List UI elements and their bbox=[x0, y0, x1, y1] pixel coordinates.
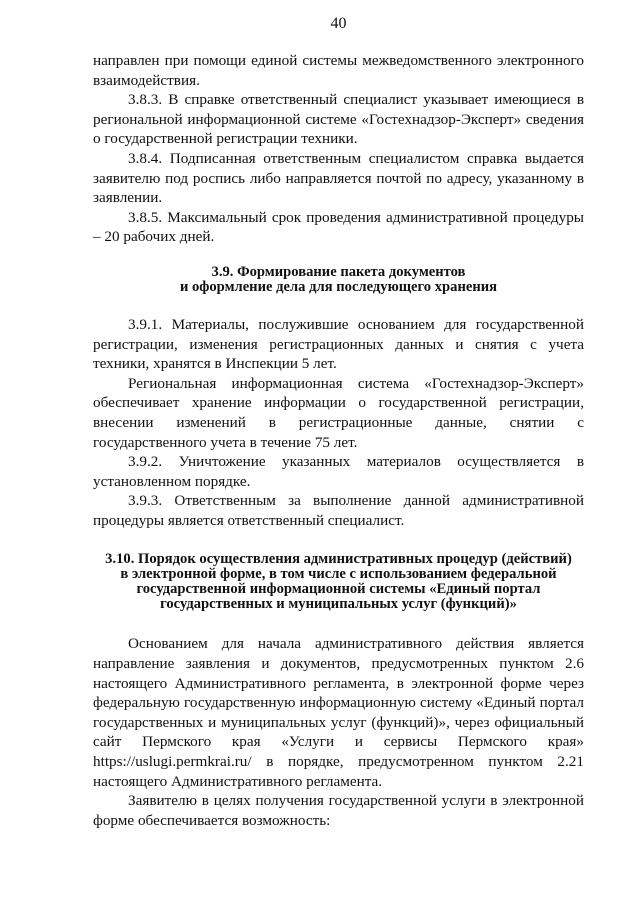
paragraph-3-9-2: 3.9.2. Уничтожение указанных материалов осуществляется в установленном порядке. bbox=[93, 453, 584, 490]
paragraph-3-8-3: 3.8.3. В справке ответственный специалист указывает имеющиеся в региональной информационной системе «Гостехнадзор-Эксперт» сведения о государственной регистрации техники. bbox=[93, 91, 584, 148]
page-number: 40 bbox=[330, 15, 347, 32]
section-heading-3-9-line-1: 3.9. Формирование пакета документов bbox=[211, 263, 466, 280]
section-heading-3-10-line-1: 3.10. Порядок осуществления административных процедур (действий) bbox=[105, 551, 572, 568]
section-heading-3-10 bbox=[93, 552, 584, 612]
paragraph-regional-system: Региональная информационная система «Гостехнадзор-Эксперт» обеспечивает хранение информации о государственной регистрации, внесении изменений в регистрационные данные, снятии с государственного учета в течение 75 лет. bbox=[93, 374, 584, 451]
paragraph-3-9-1: 3.9.1. Материалы, послужившие основанием для государственной регистрации, изменения регистрационных данных и снятия с учета техники, хранятся в Инспекции 5 лет. bbox=[93, 315, 584, 373]
section-heading-3-9 bbox=[93, 265, 584, 295]
paragraph-3-8-5: 3.8.5. Максимальный срок проведения административной процедуры – 20 рабочих дней. bbox=[93, 208, 584, 246]
paragraph-electronic-basis: Основанием для начала административного действия является направление заявления и документов, предусмотренных пунктом 2.6 настоящего Административного регламента, в электронной форме через федеральную государственную информационную систему «Единый портал государственных и муниципальных услуг (функций)», через официальный сайт Пермского края «Услуги и сервисы Пермского края» https://uslugi.permkrai.ru/ в порядке, предусмотренном пунктом 2.21 настоящего Административного регламента. bbox=[93, 635, 584, 790]
section-heading-3-10-line-3: государственной информационной системы «Единый портал bbox=[136, 581, 541, 598]
paragraph-applicant-possibilities: Заявителю в целях получения государственной услуги в электронной форме обеспечивается возможность: bbox=[93, 792, 584, 829]
section-heading-3-10-line-2: в электронной форме, в том числе с использованием федеральной bbox=[120, 566, 557, 583]
paragraph-continuation: направлен при помощи единой системы межведомственного электронного взаимодействия. bbox=[93, 52, 584, 89]
section-heading-3-9-line-2: и оформление дела для последующего хранения bbox=[179, 278, 498, 295]
document-body bbox=[93, 51, 584, 830]
paragraph-3-9-3: 3.9.3. Ответственным за выполнение данной административной процедуры является ответственный специалист. bbox=[93, 492, 584, 529]
paragraph-3-8-4: 3.8.4. Подписанная ответственным специалистом справка выдается заявителю под роспись либо направляется почтой по адресу, указанному в заявлении. bbox=[93, 149, 584, 207]
section-heading-3-10-line-4: государственных и муниципальных услуг (функций)» bbox=[160, 596, 517, 613]
